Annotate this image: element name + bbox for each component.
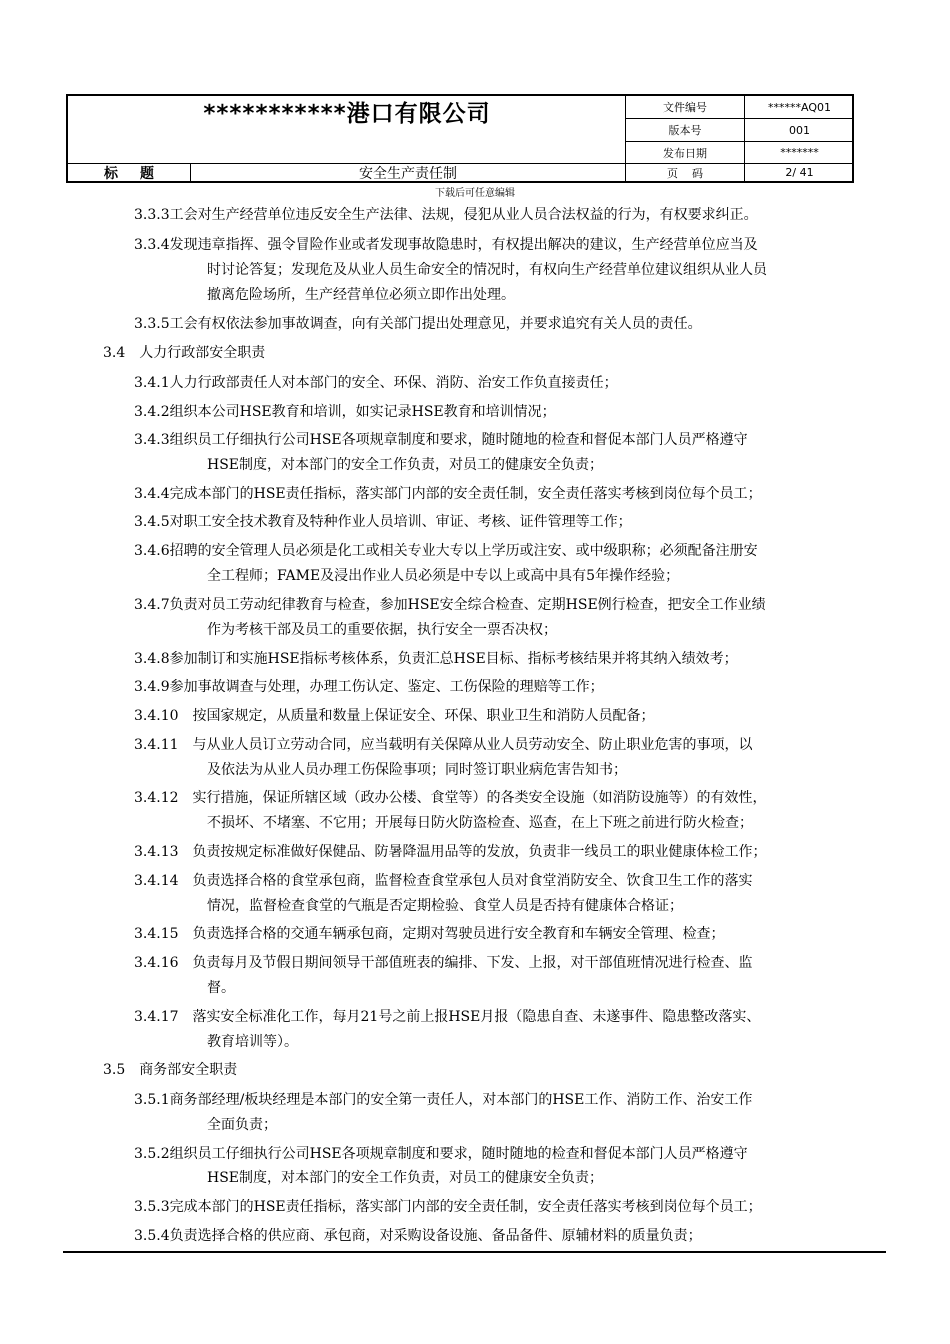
text-line: 及依法为从业人员办理工伤保险事项；同时签订职业病危害告知书； xyxy=(207,762,627,778)
text-line: 3.4.11 与从业人员订立劳动合同，应当载明有关保障从业人员劳动安全、防止职业危害的事项，以 xyxy=(134,737,753,753)
text-line: 3.4.8参加制订和实施HSE指标考核体系，负责汇总HSE目标、指标考核结果并将其纳入绩效考； xyxy=(134,651,738,667)
text-line: 3.5.3完成本部门的HSE责任指标，落实部门内部的安全责任制，安全责任落实考核到岗位每个员工； xyxy=(134,1199,762,1215)
section-heading: 3.5 商务部安全职责 xyxy=(103,1062,238,1078)
text-line: 全工程师；FAME及浸出作业人员必须是中专以上或高中具有5年操作经验； xyxy=(207,568,680,584)
text-line: HSE制度，对本部门的安全工作负责，对员工的健康安全负责； xyxy=(207,457,604,473)
text-line: 3.4.17 落实安全标准化工作，每月21号之前上报HSE月报（隐患自查、未遂事件、隐患整改落实、 xyxy=(134,1009,761,1025)
text-line: 3.5.2组织员工仔细执行公司HSE各项规章制度和要求，随时随地的检查和督促本部门人员严格遵守 xyxy=(134,1146,748,1162)
doc-number-label: 文件编号 xyxy=(663,101,707,114)
text-line: 3.4.12 实行措施，保证所辖区域（政办公楼、食堂等）的各类安全设施（如消防设施等）的有效性， xyxy=(134,790,767,806)
page-label: 页码 xyxy=(667,166,717,180)
title-value: 安全生产责任制 xyxy=(359,165,457,182)
text-line: 3.4.13 负责按规定标准做好保健品、防暑降温用品等的发放，负责非一线员工的职业健康体检工作； xyxy=(134,844,767,860)
company-name: ***********港口有限公司 xyxy=(203,100,491,127)
text-line: 作为考核干部及员工的重要依据，执行安全一票否决权； xyxy=(207,622,557,638)
text-line: 3.4.10 按国家规定，从质量和数量上保证安全、环保、职业卫生和消防人员配备； xyxy=(134,708,655,724)
section-heading: 3.4 人力行政部安全职责 xyxy=(103,345,266,361)
footer-rule xyxy=(63,1251,886,1253)
text-line: 时讨论答复；发现危及从业人员生命安全的情况时，有权向生产经营单位建议组织从业人员 xyxy=(207,262,767,278)
text-line: 撤离危险场所，生产经营单位必须立即作出处理。 xyxy=(207,287,515,303)
version-value: 001 xyxy=(789,123,810,137)
page-number: 2/ 41 xyxy=(785,166,814,179)
text-line: 3.4.3组织员工仔细执行公司HSE各项规章制度和要求，随时随地的检查和督促本部门人员严格遵守 xyxy=(134,432,748,448)
text-line: 3.4.15 负责选择合格的交通车辆承包商，定期对驾驶员进行安全教育和车辆安全管理、检查； xyxy=(134,926,725,942)
text-line: 3.4.4完成本部门的HSE责任指标，落实部门内部的安全责任制，安全责任落实考核到岗位每个员工； xyxy=(134,486,762,502)
text-line: 3.4.14 负责选择合格的食堂承包商，监督检查食堂承包人员对食堂消防安全、饮食卫生工作的落实 xyxy=(134,873,753,889)
download-note: 下载后可任意编辑 xyxy=(435,188,515,199)
text-line: 3.3.4发现违章指挥、强令冒险作业或者发现事故隐患时，有权提出解决的建议，生产经营单位应当及 xyxy=(134,237,758,253)
version-label: 版本号 xyxy=(668,124,702,137)
text-line: 教育培训等）。 xyxy=(207,1034,298,1050)
doc-number-value: ******AQ01 xyxy=(768,100,831,114)
text-line: 情况，监督检查食堂的气瓶是否定期检验、食堂人员是否持有健康体合格证； xyxy=(207,898,683,914)
text-line: 3.4.9参加事故调查与处理，办理工伤认定、鉴定、工伤保险的理赔等工作； xyxy=(134,679,604,695)
text-line: 3.4.7负责对员工劳动纪律教育与检查，参加HSE安全综合检查、定期HSE例行检查，把安全工作业绩 xyxy=(134,597,766,613)
text-line: 3.4.1人力行政部责任人对本部门的安全、环保、消防、治安工作负直接责任； xyxy=(134,375,618,391)
text-line: 3.5.1商务部经理/板块经理是本部门的安全第一责任人，对本部门的HSE工作、消防工作、治安工作 xyxy=(134,1092,753,1108)
text-line: 3.4.5对职工安全技术教育及特种作业人员培训、审证、考核、证件管理等工作； xyxy=(134,514,632,530)
text-line: 3.3.5工会有权依法参加事故调查，向有关部门提出处理意见，并要求追究有关人员的责任。 xyxy=(134,316,702,332)
text-line: 3.4.16 负责每月及节假日期间领导干部值班表的编排、下发、上报，对干部值班情况进行检查、监 xyxy=(134,955,753,971)
text-line: 全面负责； xyxy=(207,1117,277,1133)
publish-date-label: 发布日期 xyxy=(663,146,707,160)
title-label: 标题 xyxy=(104,165,176,182)
text-line: 3.4.2组织本公司HSE教育和培训，如实记录HSE教育和培训情况； xyxy=(134,404,556,420)
publish-date-value: ******* xyxy=(780,146,819,159)
text-line: HSE制度，对本部门的安全工作负责，对员工的健康安全负责； xyxy=(207,1170,604,1186)
text-line: 不损坏、不堵塞、不它用；开展每日防火防盗检查、巡查，在上下班之前进行防火检查； xyxy=(207,815,753,831)
text-line: 3.3.3工会对生产经营单位违反安全生产法律、法规，侵犯从业人员合法权益的行为，有权要求纠正。 xyxy=(134,207,758,223)
text-line: 督。 xyxy=(207,980,235,996)
text-line: 3.5.4负责选择合格的供应商、承包商，对采购设备设施、备品备件、原辅材料的质量负责； xyxy=(134,1228,702,1244)
text-line: 3.4.6招聘的安全管理人员必须是化工或相关专业大专以上学历或注安、或中级职称；必须配备注册安 xyxy=(134,543,758,559)
